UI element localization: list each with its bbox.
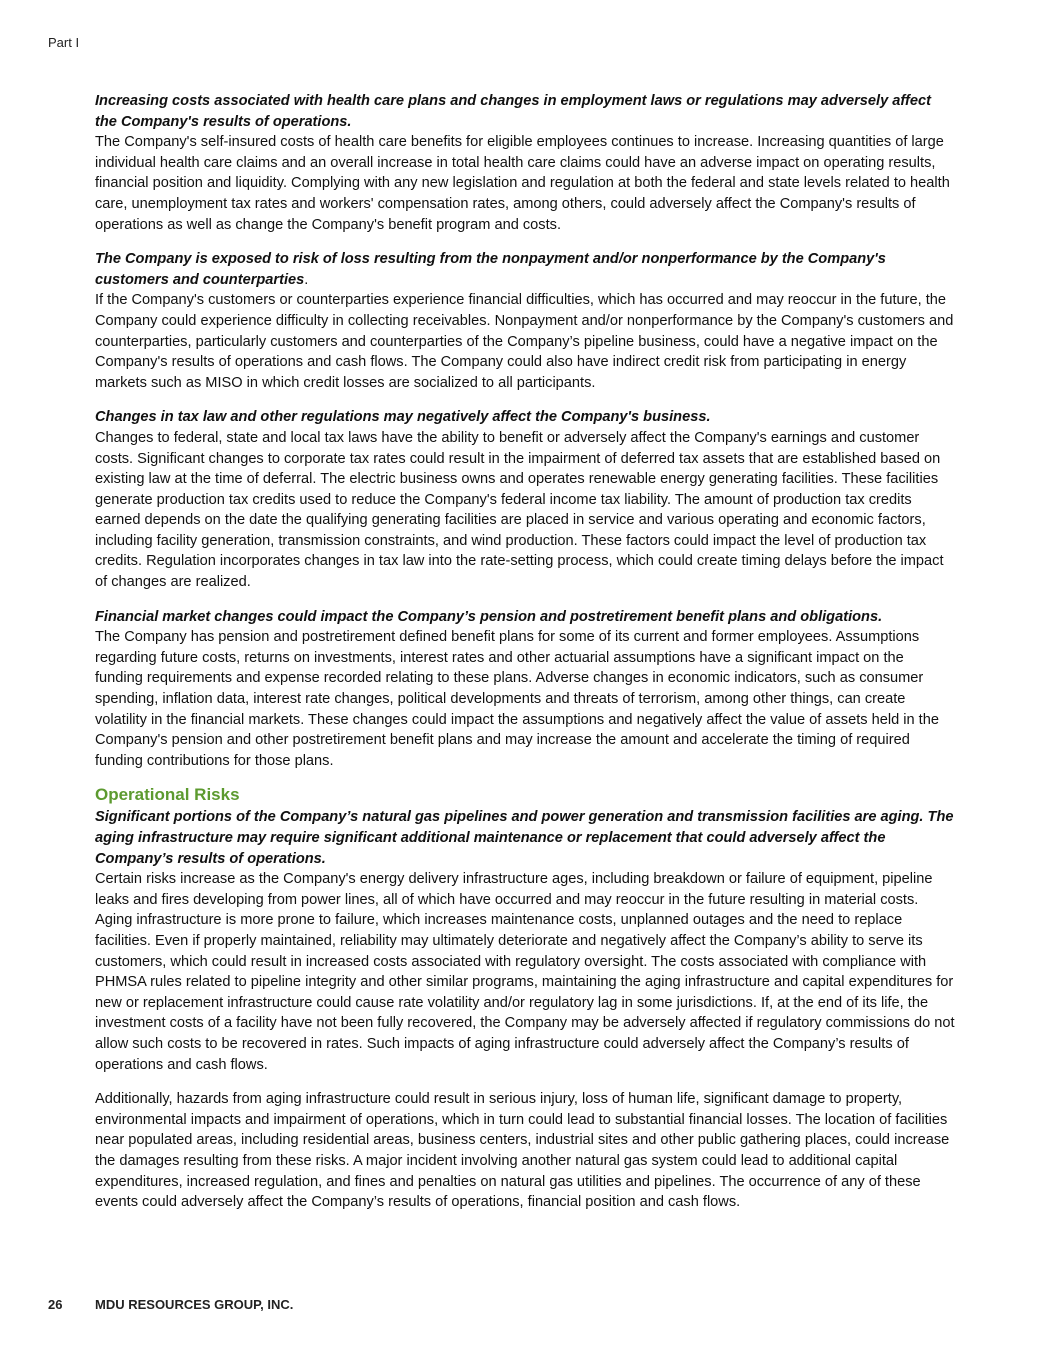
page-footer	[48, 1297, 293, 1312]
section-heading-operational-risks: Operational Risks	[95, 785, 240, 805]
risk-heading	[95, 91, 955, 132]
risk-body: If the Company's customers or counterparties experience financial difficulties, which has occurred and may reoccur in the future, the Company could experience difficulty in collecting receivables. Nonpayment and/or nonperformance by the Company's customers and counterparties, particularly customers and counterparties of the Company’s pipeline business, could have a negative impact on the Company's results of operations and cash flows. The Company could also have indirect credit risk from participating in energy markets such as MISO in which credit losses are socialized to all participants.	[95, 292, 954, 391]
risk-heading: Significant portions of the Company’s natural gas pipelines and power generation and transmission facilities are aging. The aging infrastructure may require significant additional maintenance or replacement that could adversely affect the Company’s results of operations.	[95, 809, 954, 867]
risk-heading-text: Changes in tax law and other regulations may negatively affect the Company's business.	[95, 409, 711, 426]
risk-heading-text: The Company is exposed to risk of loss resulting from the nonpayment and/or nonperformance by the Company's customers and counterparties	[95, 251, 886, 288]
company-name: MDU RESOURCES GROUP, INC.	[95, 1297, 294, 1312]
risk-heading-text: Financial market changes could impact the Company’s pension and postretirement benefit plans and obligations.	[95, 608, 883, 625]
part-label: Part I	[48, 35, 80, 50]
document-body	[95, 91, 955, 1227]
risk-heading	[95, 607, 955, 628]
risk-body: The Company has pension and postretirement defined benefit plans for some of its current and former employees. Assumptions regarding future costs, returns on investments, interest rates and other actuarial assumptions have a significant impact on the funding requirements and expense recorded relating to these plans. Adverse changes in economic indicators, such as consumer spending, inflation data, interest rate changes, political developments and threats of terrorism, among other things, can create volatility in the financial markets. These changes could impact the assumptions and negatively affect the value of assets held in the Company's pension and other postretirement benefit plans and may increase the amount and accelerate the timing of required funding contributions for those plans.	[95, 629, 939, 769]
risk-counterparties	[95, 249, 955, 393]
risk-body: Changes to federal, state and local tax laws have the ability to benefit or adversely affect the Company's earnings and customer costs. Significant changes to corporate tax rates could result in the impairment of deferred tax assets that are established based on existing law at the time of deferral. The electric business owns and operates renewable energy generating facilities. These facilities generate production tax credits used to reduce the Company's federal income tax liability. The amount of production tax credits earned depends on the date the qualifying generating facilities are placed in service and various operating and economic factors, including facility generation, transmission constraints, and wind production. These factors could impact the level of production tax credits. Regulation incorporates changes in tax law into the rate-setting process, which could create timing delays before the impact of changes are realized.	[95, 429, 944, 591]
risk-heading	[95, 407, 955, 428]
page-number: 26	[48, 1297, 63, 1312]
risk-health-care	[95, 91, 955, 235]
risk-aging-infrastructure	[95, 807, 955, 1075]
risk-heading	[95, 249, 955, 290]
risk-heading-text: Increasing costs associated with health care plans and changes in employment laws or regulations may adversely affect the Company's results of operations.	[95, 93, 931, 130]
risk-financial-market	[95, 607, 955, 772]
risk-heading-suffix: .	[304, 271, 309, 288]
risk-tax-law	[95, 407, 955, 592]
risk-body: Certain risks increase as the Company's energy delivery infrastructure ages, including breakdown or failure of equipment, pipeline leaks and fires developing from power lines, all of which have occurred and may reoccur in the future resulting in material costs. Aging infrastructure is more prone to failure, which increases maintenance costs, unplanned outages and the need to replace facilities. Even if properly maintained, reliability may ultimately deteriorate and negatively affect the Company’s ability to serve its customers, which could result in increased costs associated with regulatory oversight. The costs associated with compliance with PHMSA rules related to pipeline integrity and other similar programs, maintaining the aging infrastructure and capital expenditures for new or replacement infrastructure could cause rate volatility and/or regulatory lag in some jurisdictions. If, at the end of its life, the investment costs of a facility have not been fully recovered, the Company may be adversely affected if regulatory commissions do not allow such costs to be recovered in rates. Such impacts of aging infrastructure could adversely affect the Company’s results of operations and cash flows.	[95, 871, 955, 1073]
risk-body-continued: Additionally, hazards from aging infrastructure could result in serious injury, loss of human life, significant damage to property, environmental impacts and impairment of operations, which in turn could lead to substantial financial losses. The location of facilities near populated areas, including residential areas, business centers, industrial sites and other public gathering places, could increase the damages resulting from these risks. A major incident involving another natural gas system could lead to additional capital expenditures, increased regulation, and fines and penalties on natural gas utilities and pipelines. The occurrence of any of these events could adversely affect the Company’s results of operations, financial position and cash flows.	[95, 1091, 950, 1211]
risk-body: The Company's self-insured costs of health care benefits for eligible employees continues to increase. Increasing quantities of large individual health care claims and an overall increase in total health care claims could have an adverse impact on operating results, financial position and liquidity. Complying with any new legislation and regulation at both the federal and state levels related to health care, unemployment tax rates and workers' compensation rates, among others, could adversely affect the Company's results of operations as well as change the Company's benefit program and costs.	[95, 134, 950, 233]
